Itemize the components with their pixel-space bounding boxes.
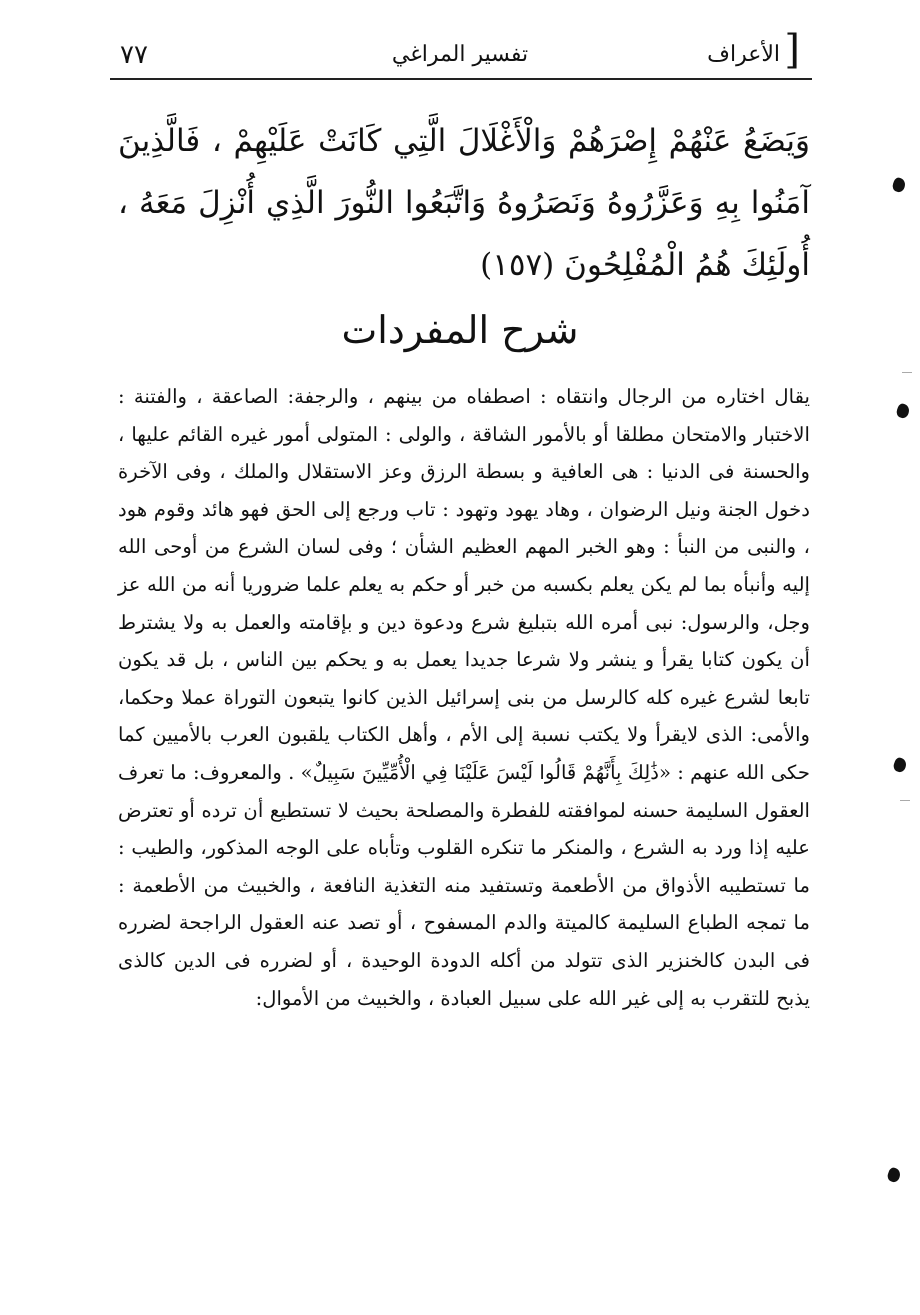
section-title: شرح المفردات — [341, 308, 579, 352]
page-number: ٧٧ — [120, 40, 148, 70]
margin-mark — [902, 372, 912, 373]
header-rule — [110, 78, 812, 80]
surah-name: الأعراف — [707, 42, 780, 67]
margin-speck — [895, 402, 911, 419]
header-bracket: ] — [784, 27, 800, 73]
book-title: تفسير المراغي — [391, 42, 529, 67]
margin-speck — [886, 1166, 902, 1183]
margin-speck — [892, 756, 908, 773]
margin-speck — [891, 176, 907, 193]
body-paragraph: يقال اختاره من الرجال وانتقاه : اصطفاه من بينهم ، والرجفة: الصاعقة ، والفتنة : الاختبار والامتحان مطلقا أو بالأمور الشاقة ، والولى : المتولى أمور غيره القائم عليها ، والحسنة فى الدنيا : هى العافية و بسطة الرزق وعز الاستقلال والملك ، وفى الآخرة دخول الجنة ونيل الرضوان ، وهاد يهود وتهود : تاب ورجع إلى الحق فهو هائد وقوم هود ، والنبى من النبأ : وهو الخبر المهم العظيم الشأن ؛ وفى لسان الشرع من أوحى الله إليه وأنبأه بما لم يكن يعلم بكسبه من خبر أو حكم به يعلم علما ضروريا أنه من الله عز وجل، والرسول: نبى أمره الله بتبليغ شرع ودعوة دين و بإقامته والعمل به ولا يشترط أن يكون كتابا يقرأ و ينشر ولا شرعا جديدا يعمل به و يحكم بين الناس ، بل قد يكون تابعا لشرع غيره كله كالرسل من بنى إسرائيل الذين كانوا يتبعون التوراة عملا وحكما، والأمى: الذى لايقرأ ولا يكتب نسبة إلى الأم ، وأهل الكتاب يلقبون العرب بالأميين كما حكى الله عنهم : «ذَٰلِكَ بِأَنَّهُمْ قَالُوا لَيْسَ عَلَيْنَا فِي الْأُمِّيِّينَ سَبِيلٌ» . والمعروف: ما تعرف العقول السليمة حسنه لموافقته للفطرة والمصلحة بحيث لا تستطيع أن ترده أو تعترض عليه إذا ورد به الشرع ، والمنكر ما تنكره القلوب وتأباه على الوجه المذكور، والطيب : ما تستطيبه الأذواق من الأطعمة وتستفيد منه التغذية النافعة ، والخبيث من الأطعمة : ما تمجه الطباع السليمة كالميتة والدم المسفوح ، أو تصد عنه العقول الراجحة لضرره فى البدن كالخنزير الذى تتولد من أكله الدودة الوحيدة ، أو لضرره فى الدين كالذى يذبح للتقرب به إلى غير الله على سبيل العبادة ، والخبيث من الأموال: — [118, 385, 810, 1010]
margin-mark — [900, 800, 910, 801]
quran-verse: وَيَضَعُ عَنْهُمْ إِصْرَهُمْ وَالْأَغْلَالَ الَّتِي كَانَتْ عَلَيْهِمْ ، فَالَّذِينَ آمَنُوا بِهِ وَعَزَّرُوهُ وَنَصَرُوهُ وَاتَّبَعُوا النُّورَ الَّذِي أُنْزِلَ مَعَهُ ، أُولَئِكَ هُمُ الْمُفْلِحُونَ (١٥٧) — [118, 123, 810, 283]
